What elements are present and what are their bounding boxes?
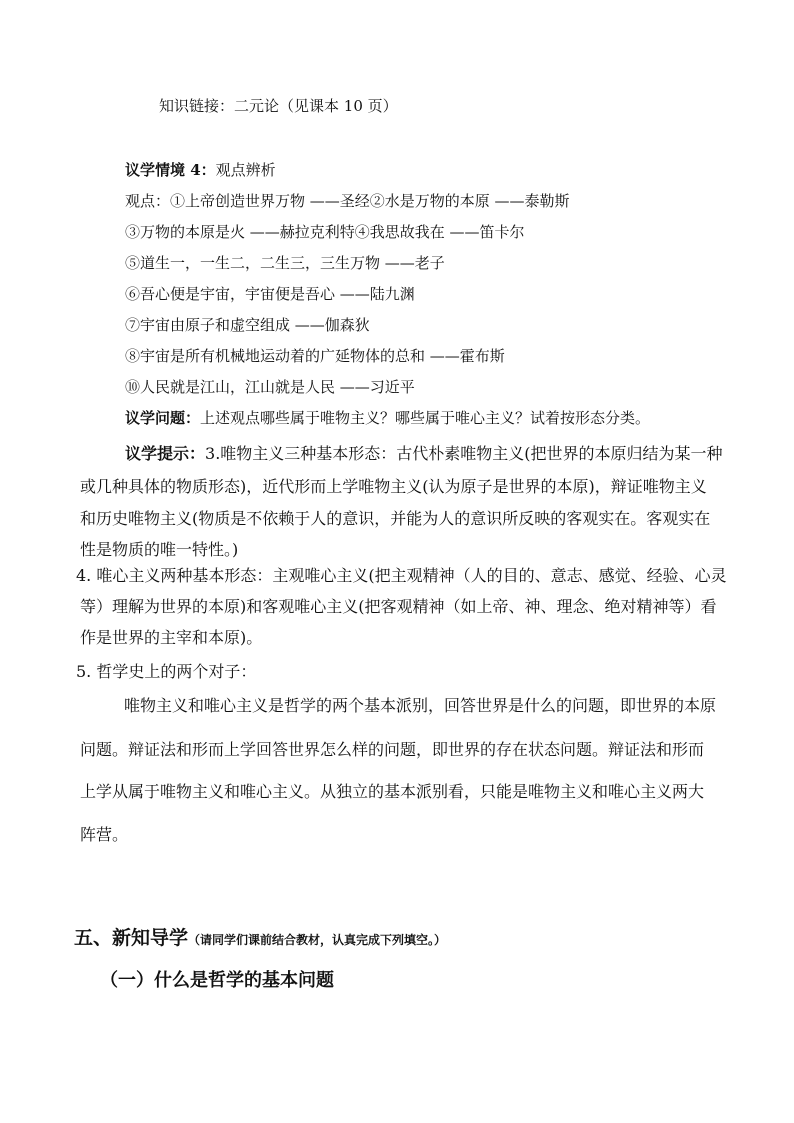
section-five-note: （请同学们课前结合教材，认真完成下列填空。） (188, 933, 447, 947)
section-five-heading (74, 925, 446, 953)
scenario-label: 议学情境 4： (125, 161, 216, 179)
view-line: ⑤道生一，一生二，二生三，三生万物 ——老子 (125, 254, 445, 272)
subsection-heading: （一）什么是哲学的基本问题 (100, 970, 334, 991)
point5-title: 5. 哲学史上的两个对子： (76, 662, 257, 681)
point5-line: 上学从属于唯物主义和唯心主义。从独立的基本派别看，只能是唯物主义和唯心主义两大 (80, 782, 705, 801)
point5-line: 阵营。 (80, 825, 129, 844)
knowledge-link: 知识链接：二元论（见课本 10 页） (159, 97, 398, 115)
view-line: ③万物的本原是火 ——赫拉克利特④我思故我在 ——笛卡尔 (125, 223, 525, 241)
question-text: 上述观点哪些属于唯物主义？哪些属于唯心主义？试着按形态分类。 (200, 409, 651, 427)
point4-line: 4. 唯心主义两种基本形态：主观唯心主义(把主观精神（人的目的、意志、感觉、经验、心灵 (76, 566, 727, 585)
point5-line: 问题。辩证法和形而上学回答世界怎么样的问题，即世界的存在状态问题。辩证法和形而 (80, 740, 705, 759)
question (125, 408, 650, 428)
view-line: 观点：①上帝创造世界万物 ——圣经②水是万物的本原 ——泰勒斯 (125, 192, 570, 210)
scenario-heading (125, 160, 276, 180)
hint-label: 议学提示： (125, 444, 206, 463)
hint-line: 或几种具体的物质形态)，近代形而上学唯物主义(认为原子是世界的本原)，辩证唯物主义 (80, 477, 707, 496)
view-line: ⑦宇宙由原子和虚空组成 ——伽森狄 (125, 316, 370, 334)
point5-line: 唯物主义和唯心主义是哲学的两个基本派别，回答世界是什么的问题，即世界的本原 (124, 696, 717, 715)
hint-text: 3.唯物主义三种基本形态：古代朴素唯物主义(把世界的本原归结为某一种 (205, 444, 723, 463)
point4-line: 作是世界的主宰和本原)。 (80, 628, 263, 647)
view-line: ⑩人民就是江山，江山就是人民 ——习近平 (125, 378, 415, 396)
scenario-title: 观点辨析 (215, 161, 276, 179)
view-line: ⑧宇宙是所有机械地运动着的广延物体的总和 ——霍布斯 (125, 347, 505, 365)
hint-line (125, 444, 723, 464)
section-five-title: 五、新知导学 (74, 927, 189, 949)
hint-line: 和历史唯物主义(物质是不依赖于人的意识，并能为人的意识所反映的客观实在。客观实在 (80, 509, 711, 528)
hint-line: 性是物质的唯一特性。) (80, 540, 239, 559)
point4-line: 等）理解为世界的本原)和客观唯心主义(把客观精神（如上帝、神、理念、绝对精神等）看 (80, 597, 717, 616)
question-label: 议学问题： (125, 409, 201, 427)
view-line: ⑥吾心便是宇宙，宇宙便是吾心 ——陆九渊 (125, 285, 415, 303)
